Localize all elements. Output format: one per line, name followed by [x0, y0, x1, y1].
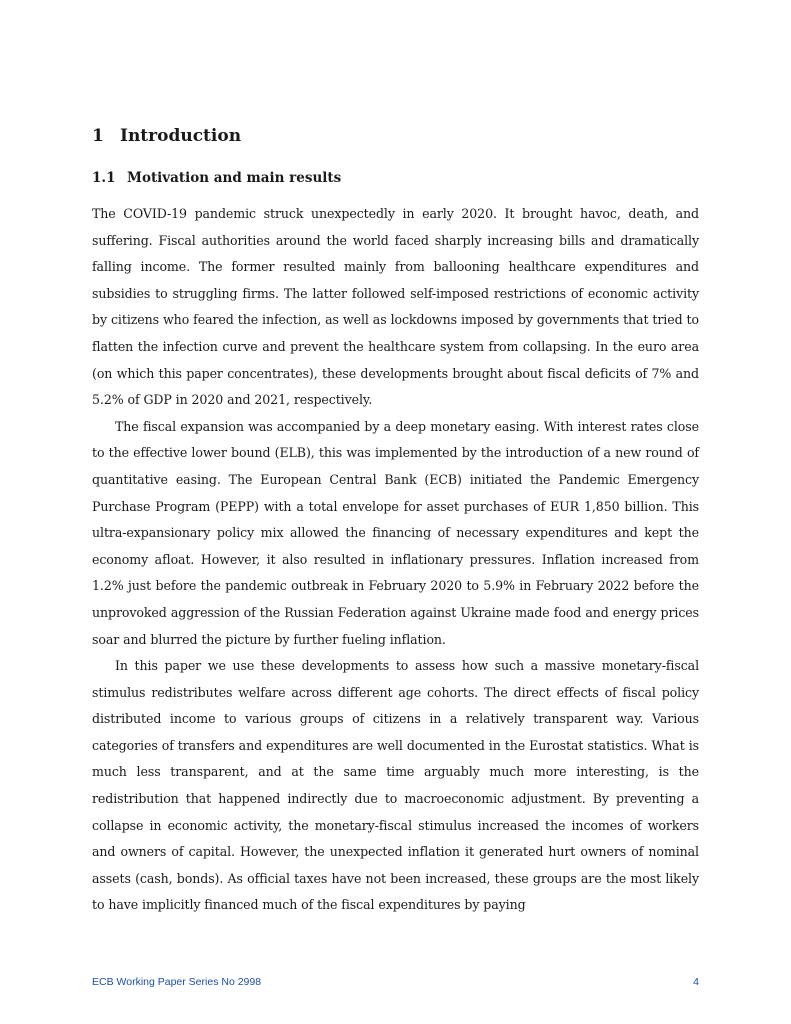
section-heading — [92, 124, 241, 148]
paragraph-1: The COVID-19 pandemic struck unexpectedly in early 2020. It brought havoc, death, and suffering. Fiscal authorities around the world faced sharply increasing bills and dramatically falling income. The former resulted mainly from ballooning healthcare expenditures and subsidies to struggling firms. The latter followed self-imposed restrictions of economic activity by citizens who feared the infection, as well as lockdowns imposed by governments that tried to flatten the infection curve and prevent the healthcare system from collapsing. In the euro area (on which this paper concentrates), these developments brought about fiscal deficits of 7% and 5.2% of GDP in 2020 and 2021, respectively. — [92, 206, 699, 408]
body-text — [92, 201, 699, 919]
paragraph-2: The fiscal expansion was accompanied by a deep monetary easing. With interest rates close to the effective lower bound (ELB), this was implemented by the introduction of a new round of quantitative easing. The European Central Bank (ECB) initiated the Pandemic Emergency Purchase Program (PEPP) with a total envelope for asset purchases of EUR 1,850 billion. This ultra-expansionary policy mix allowed the financing of necessary expenditures and kept the economy afloat. However, it also resulted in inflationary pressures. Inflation increased from 1.2% just before the pandemic outbreak in February 2020 to 5.9% in February 2022 before the unprovoked aggression of the Russian Federation against Ukraine made food and energy prices soar and blurred the picture by further fueling inflation. — [92, 418, 699, 647]
page-number: 4 — [693, 976, 699, 988]
section-title: Introduction — [120, 126, 242, 146]
paragraph-3: In this paper we use these developments to assess how such a massive monetary-fiscal stimulus redistributes welfare across different age cohorts. The direct effects of fiscal policy distributed income to various groups of citizens in a relatively transparent way. Various categories of transfers and expenditures are well documented in the Eurostat statistics. What is much less transparent, and at the same time arguably much more interesting, is the redistribution that happened indirectly due to macroeconomic adjustment. By preventing a collapse in economic activity, the monetary-fiscal stimulus increased the incomes of workers and owners of capital. However, the unexpected inflation it generated hurt owners of nominal assets (cash, bonds). As official taxes have not been increased, these groups are the most likely to have implicitly financed much of the fiscal expenditures by paying — [92, 658, 699, 913]
footer-series-label: ECB Working Paper Series No 2998 — [92, 976, 262, 988]
subsection-number: 1.1 — [92, 170, 116, 186]
subsection-heading — [92, 168, 341, 188]
subsection-title: Motivation and main results — [127, 170, 342, 186]
section-number: 1 — [92, 126, 104, 146]
